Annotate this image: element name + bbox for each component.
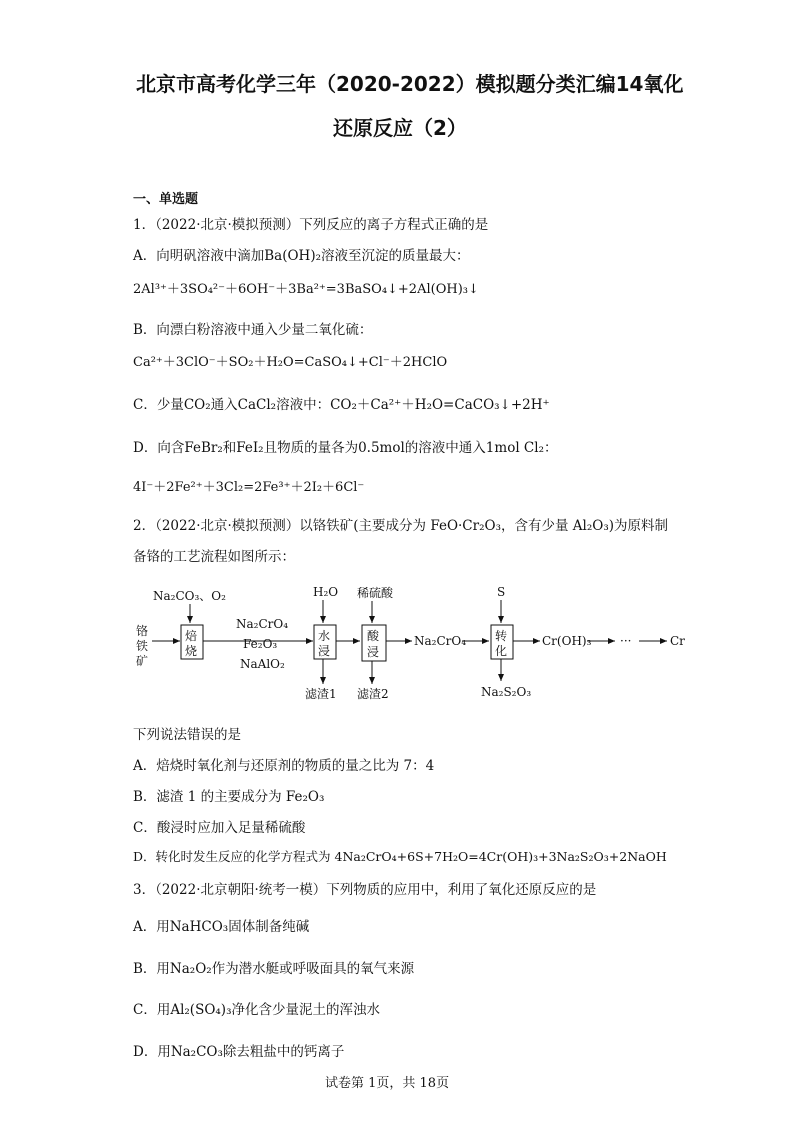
flow-box3-2: 浸 xyxy=(367,645,380,659)
flow-mid: Na₂CrO₄ xyxy=(414,634,467,648)
q1-option-c: C．少量CO₂通入CaCl₂溶液中：CO₂＋Ca²⁺＋H₂O=CaCO₃↓+2H⁺ xyxy=(133,397,550,413)
q3-option-b: B．用Na₂O₂作为潜水艇或呼吸面具的氧气来源 xyxy=(133,961,415,977)
flow-ore-1: 铬 xyxy=(136,624,149,638)
q2-stem-line-1: 2．（2022·北京·模拟预测）以铬铁矿(主要成分为 FeO·Cr₂O₃，含有少量 Al₂O₃)为原料制 xyxy=(133,518,669,534)
page-title-line-1: 北京市高考化学三年（2020-2022）模拟题分类汇编14氧化 xyxy=(136,72,684,96)
q2-option-a: A．焙烧时氧化剂与还原剂的物质的量之比为 7：4 xyxy=(133,758,435,774)
q1-option-d-equation: 4I⁻＋2Fe²⁺＋3Cl₂=2Fe³⁺＋2I₂＋6Cl⁻ xyxy=(133,480,365,495)
flow-residue2: 滤渣2 xyxy=(357,687,389,701)
q1-option-d: D．向含FeBr₂和FeI₂且物质的量各为0.5mol的溶液中通入1mol Cl₂： xyxy=(133,440,558,456)
flow-box4-1: 转 xyxy=(495,629,508,643)
flow-box3-1: 酸 xyxy=(367,629,380,643)
q2-option-d: D．转化时发生反应的化学方程式为 4Na₂CrO₄+6S+7H₂O=4Cr(OH)₃+3Na₂S₂O₃+2NaOH xyxy=(133,849,667,864)
flow-prod1-1: Na₂CrO₄ xyxy=(236,617,289,631)
q2-option-b: B．滤渣 1 的主要成分为 Fe₂O₃ xyxy=(133,789,325,805)
flow-reagent2: H₂O xyxy=(313,585,339,599)
q2-stem-line-2: 备铬的工艺流程如图所示： xyxy=(133,549,295,565)
flow-box4-2: 化 xyxy=(495,644,508,658)
q3-stem: 3．（2022·北京朝阳·统考一模）下列物质的应用中，利用了氧化还原反应的是 xyxy=(133,882,597,898)
section-heading: 一、单选题 xyxy=(133,192,199,207)
flow-reagent4: S xyxy=(497,585,506,599)
q1-stem: 1．（2022·北京·模拟预测）下列反应的离子方程式正确的是 xyxy=(133,217,489,233)
q3-option-d: D．用Na₂CO₃除去粗盐中的钙离子 xyxy=(133,1044,345,1060)
q1-option-b-equation: Ca²⁺＋3ClO⁻＋SO₂＋H₂O=CaSO₄↓+Cl⁻＋2HClO xyxy=(133,355,448,370)
flow-reagent3: 稀硫酸 xyxy=(357,586,394,600)
q1-option-a-equation: 2Al³⁺＋3SO₄²⁻＋6OH⁻＋3Ba²⁺=3BaSO₄↓+2Al(OH)₃↓ xyxy=(133,282,479,297)
flow-prod2: Cr(OH)₃ xyxy=(542,634,592,648)
flow-box2-1: 水 xyxy=(318,629,331,643)
flow-prod1-2: Fe₂O₃ xyxy=(243,637,278,651)
flow-residue1: 滤渣1 xyxy=(305,687,337,701)
flow-box1-2: 烧 xyxy=(185,644,198,658)
flow-reagent1: Na₂CO₃、O₂ xyxy=(153,589,226,603)
q3-option-c: C．用Al₂(SO₄)₃净化含少量泥土的浑浊水 xyxy=(133,1002,380,1018)
q1-option-a: A．向明矾溶液中滴加Ba(OH)₂溶液至沉淀的质量最大： xyxy=(133,248,470,264)
q2-option-c: C．酸浸时应加入足量稀硫酸 xyxy=(133,820,306,836)
flow-prod1-3: NaAlO₂ xyxy=(240,657,285,671)
q3-option-a: A．用NaHCO₃固体制备纯碱 xyxy=(133,919,310,935)
flow-dots: ··· xyxy=(620,634,632,648)
flow-ore-2: 铁 xyxy=(136,639,149,653)
flow-box1-1: 焙 xyxy=(185,629,198,643)
q1-option-b: B．向漂白粉溶液中通入少量二氧化硫： xyxy=(133,322,373,338)
flow-byproduct: Na₂S₂O₃ xyxy=(481,685,532,699)
page-title-line-2: 还原反应（2） xyxy=(333,116,467,140)
page-footer: 试卷第 1页，共 18页 xyxy=(325,1076,450,1091)
flow-final: Cr xyxy=(670,634,685,648)
flow-box2-2: 浸 xyxy=(318,644,331,658)
q2-ask: 下列说法错误的是 xyxy=(133,727,241,743)
flow-ore-3: 矿 xyxy=(136,654,149,668)
